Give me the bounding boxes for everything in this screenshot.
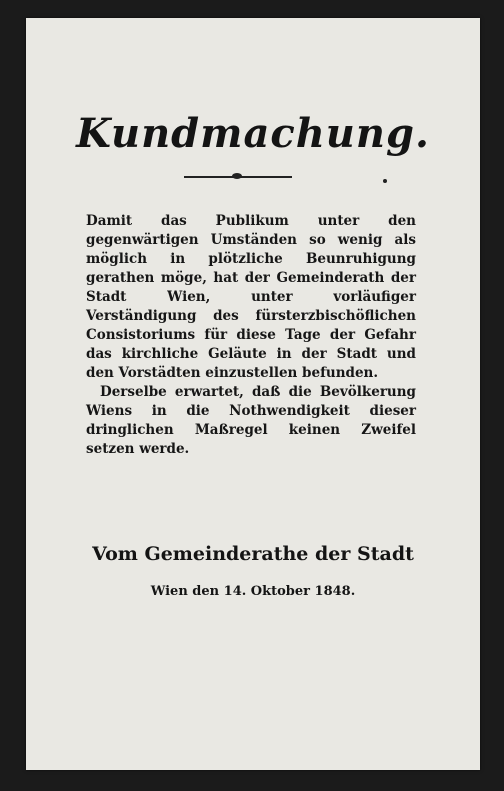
poster-sheet xyxy=(26,18,480,770)
paper-speck xyxy=(383,179,387,183)
signature-line: Vom Gemeinderathe der Stadt xyxy=(92,543,414,565)
announcement-body xyxy=(86,212,416,459)
paragraph-2: Derselbe erwartet, daß die Bevölkerung Wiens in die Nothwendigkeit dieser dringlichen Maßregel keinen Zweifel setzen werde. xyxy=(86,384,416,457)
date-line: Wien den 14. Oktober 1848. xyxy=(150,584,356,599)
paragraph-1: Damit das Publikum unter den gegenwärtigen Umständen so wenig als möglich in plötzliche Beunruhigung gerathen möge, hat der Gemeinderath der Stadt Wien, unter vorläufiger Verständigung des fürsterzbischöflichen Consistoriums für diese Tage der Gefahr das kirchliche Geläute in der Stadt und den Vorstädten einzustellen befunden. xyxy=(86,213,416,381)
ornamental-rule-center xyxy=(232,173,242,179)
poster-title: Kundmachung. xyxy=(76,110,430,157)
